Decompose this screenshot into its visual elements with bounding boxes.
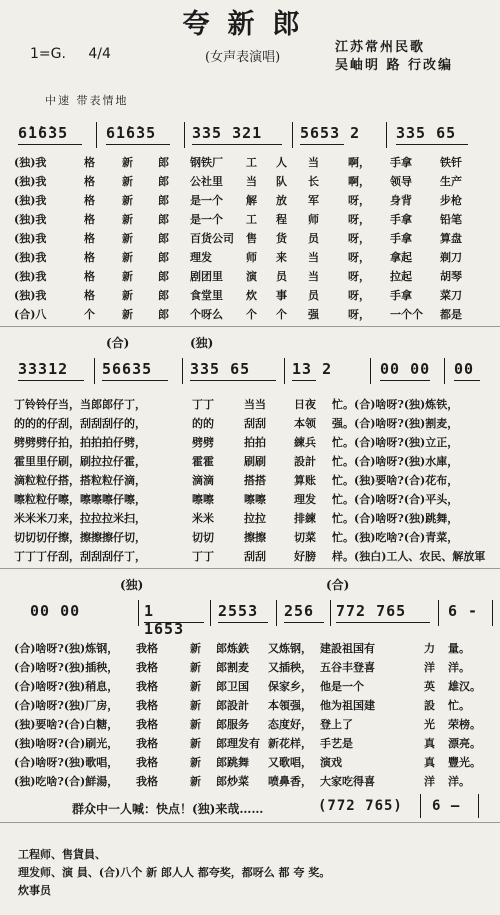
staff3-measure: 1 1653 xyxy=(144,602,204,638)
lyric-word: (独)我 xyxy=(14,156,47,169)
time-signature: 4/4 xyxy=(88,46,111,62)
lyric-word: 豐光。 xyxy=(448,756,481,769)
lyric-word: 员 xyxy=(276,270,287,283)
lyric-word: 擦擦 xyxy=(244,531,266,544)
lyric-word: 我格 xyxy=(136,680,158,693)
lyric-word: 演 xyxy=(246,270,257,283)
lyric-word: 忙。(合)啥呀?(合)平头， xyxy=(332,493,459,506)
lyric-line xyxy=(14,510,498,528)
lyric-word: 呀， xyxy=(348,289,370,302)
lyric-word: 切菜 xyxy=(294,531,316,544)
lyric-line xyxy=(14,640,498,658)
lyric-word: 荣榜。 xyxy=(448,718,481,731)
barline xyxy=(184,122,185,148)
barline xyxy=(370,358,371,384)
lyric-word: (独)我 xyxy=(14,232,47,245)
verse-block-1 xyxy=(14,154,498,324)
lyric-word: 真 xyxy=(424,737,435,750)
lyric-word: 格 xyxy=(84,270,95,283)
lyric-word: 剧团里 xyxy=(190,270,223,283)
lyric-word: 他为祖国建 xyxy=(320,699,375,712)
lyric-word: 郎 xyxy=(158,175,169,188)
lyric-word: (独)我 xyxy=(14,289,47,302)
part-label-chorus: (合) xyxy=(106,336,130,350)
lyric-word: (独)啥呀?(合)刷光， xyxy=(14,737,119,750)
lyric-word: 設 xyxy=(424,699,435,712)
lyric-word: 手拿 xyxy=(390,289,412,302)
lyric-word: 我格 xyxy=(136,718,158,731)
lyric-word: 保家乡， xyxy=(268,680,312,693)
lyric-word: (合)啥呀?(独)歌唱， xyxy=(14,756,119,769)
lyric-line xyxy=(14,773,498,791)
barline xyxy=(96,122,97,148)
lyric-line xyxy=(14,230,498,248)
lyric-word: 本領强， xyxy=(268,699,312,712)
lyric-line xyxy=(14,735,498,753)
lyric-word: 郎割麦 xyxy=(216,661,249,674)
lyric-line xyxy=(14,173,498,191)
key-label: 1=G. xyxy=(30,46,66,62)
lyric-word: 郎設計 xyxy=(216,699,249,712)
lyric-word: 强 xyxy=(308,308,319,321)
lyric-word: 啊， xyxy=(348,156,370,169)
lyric-word: 来 xyxy=(276,251,287,264)
lyric-word: (独)吃啥?(合)鮮湯， xyxy=(14,775,119,788)
staff1-measure: 335 65 xyxy=(396,124,486,142)
lyric-word: 光 xyxy=(424,718,435,731)
part-label-chorus: (合) xyxy=(326,578,350,592)
lyric-word: 忙。(独)吃啥?(合)青菜， xyxy=(332,531,459,544)
barline xyxy=(444,358,445,384)
lyric-word: 登上了 xyxy=(320,718,353,731)
lyric-word: 日夜 xyxy=(294,398,316,411)
lyric-word: 郎 xyxy=(158,289,169,302)
lyric-word: 量。 xyxy=(448,642,470,655)
lyric-word: 嚓粒粒仔嚓，嚓嚓嚓仔嚓， xyxy=(14,493,146,506)
voice-note: (女声表演唱) xyxy=(205,50,281,65)
divider xyxy=(0,822,500,823)
lyric-word: 程 xyxy=(276,213,287,226)
lyric-word: 新 xyxy=(190,718,201,731)
lyric-word: 钢铁厂 xyxy=(190,156,223,169)
barline xyxy=(276,600,277,626)
key-signature xyxy=(30,46,111,62)
lyric-word: 个 xyxy=(276,308,287,321)
staff2-measure: 335 65 xyxy=(190,360,276,378)
lyric-word: 人 xyxy=(276,156,287,169)
lyric-word: 我格 xyxy=(136,642,158,655)
lyric-word: 剃刀 xyxy=(440,251,462,264)
lyric-word: 队 xyxy=(276,175,287,188)
lyric-word: 呀， xyxy=(348,232,370,245)
staff1-measure: 6̇1̇6̇35 xyxy=(18,124,82,142)
lyric-word: 郎 xyxy=(158,194,169,207)
staff3-measure: 6 - xyxy=(448,602,479,620)
lyric-word: 拿起 xyxy=(390,251,412,264)
lyric-word: 劈劈劈仔拍，拍拍拍仔劈， xyxy=(14,436,146,449)
lyric-line xyxy=(14,472,498,490)
lyric-word: 当 xyxy=(308,156,319,169)
lyric-word: 搭搭 xyxy=(244,474,266,487)
lyric-word: 货 xyxy=(276,232,287,245)
lyric-word: 排練 xyxy=(294,512,316,525)
lyric-word: 新花样， xyxy=(268,737,312,750)
lyric-word: 力 xyxy=(424,642,435,655)
lyric-word: 他是一个 xyxy=(320,680,364,693)
lyric-word: 手艺是 xyxy=(320,737,353,750)
lyric-line xyxy=(14,249,498,267)
lyric-word: 漂亮。 xyxy=(448,737,481,750)
crowd-shout: 群众中一人喊：快点！(独)来哉…… xyxy=(72,802,264,816)
lyric-word: 个 xyxy=(84,308,95,321)
lyric-word: 郎 xyxy=(158,308,169,321)
divider xyxy=(0,326,500,327)
staff-3 xyxy=(14,576,498,638)
lyric-word: 步枪 xyxy=(440,194,462,207)
lyric-word: 新 xyxy=(190,661,201,674)
lyric-line xyxy=(14,306,498,324)
lyric-word: (合)啥呀?(独)插秧， xyxy=(14,661,119,674)
lyric-word: 米米 xyxy=(192,512,214,525)
lyric-word: 格 xyxy=(84,232,95,245)
lyric-word: 是一个 xyxy=(190,213,223,226)
lyric-word: 胡琴 xyxy=(440,270,462,283)
barline xyxy=(478,794,479,818)
final-line-2: 理发师、演 員、(合)八个 新 郎人人 都夸奖，都呀么 都 夸 奖。 xyxy=(18,866,331,879)
lyric-line xyxy=(14,154,498,172)
lyric-word: 新 xyxy=(122,213,133,226)
lyric-word: 新 xyxy=(190,775,201,788)
barline xyxy=(420,794,421,818)
lyric-word: 格 xyxy=(84,213,95,226)
lyric-word: 忙。(合)啥呀?(独)炼铁， xyxy=(332,398,459,411)
lyric-word: 的的的仔刮，刮刮刮仔的， xyxy=(14,417,146,430)
lyric-word: 滴滴 xyxy=(192,474,214,487)
lyric-word: 洋 xyxy=(424,661,435,674)
tempo-marking: 中速 带表情地 xyxy=(45,94,129,107)
lyric-word: 郎理发有 xyxy=(216,737,260,750)
lyric-word: 啊， xyxy=(348,175,370,188)
lyric-word: 手拿 xyxy=(390,213,412,226)
lyric-word: 好膀 xyxy=(294,550,316,563)
lyric-word: 拉拉 xyxy=(244,512,266,525)
lyric-word: 郎 xyxy=(158,251,169,264)
lyric-word: 切切 xyxy=(192,531,214,544)
verse-block-2 xyxy=(14,396,498,566)
lyric-word: 格 xyxy=(84,251,95,264)
staff2-measure: 56635 xyxy=(102,360,168,378)
lyric-word: 丁铃铃仔当，当郎郎仔丁， xyxy=(14,398,146,411)
lyric-word: 刮刮 xyxy=(244,417,266,430)
lyric-word: 練兵 xyxy=(294,436,316,449)
lyric-word: 理发 xyxy=(294,493,316,506)
lyric-word: 呀， xyxy=(348,251,370,264)
lyric-word: 劈劈 xyxy=(192,436,214,449)
verse-block-3 xyxy=(14,640,498,790)
lyric-word: 我格 xyxy=(136,737,158,750)
lyric-word: (合)啥呀?(独)稍息， xyxy=(14,680,119,693)
staff3-measure: 00 00 xyxy=(30,602,81,620)
lyric-word: 滴粒粒仔搭，搭粒粒仔滴， xyxy=(14,474,146,487)
lyric-line xyxy=(14,453,498,471)
lyric-word: 新 xyxy=(122,232,133,245)
staff3-measure: 2553 xyxy=(218,602,268,620)
lyric-word: 我格 xyxy=(136,756,158,769)
lyric-word: 建設祖国有 xyxy=(320,642,375,655)
lyric-word: 我格 xyxy=(136,775,158,788)
lyric-line xyxy=(14,678,498,696)
lyric-word: 百货公司 xyxy=(190,232,234,245)
lyric-word: 郎炒菜 xyxy=(216,775,249,788)
barline xyxy=(182,358,183,384)
staff2-measure: 00 00 xyxy=(380,360,440,378)
lyric-word: 洋 xyxy=(424,775,435,788)
lyric-word: 新 xyxy=(122,175,133,188)
lyric-word: 新 xyxy=(122,194,133,207)
lyric-line xyxy=(14,548,498,566)
lyric-line xyxy=(14,491,498,509)
lyric-line xyxy=(14,268,498,286)
lyric-word: 五谷丰登喜 xyxy=(320,661,375,674)
lyric-word: 军 xyxy=(308,194,319,207)
lyric-word: 售 xyxy=(246,232,257,245)
lyric-word: 新 xyxy=(190,756,201,769)
lyric-word: 郎卫国 xyxy=(216,680,249,693)
staff-1 xyxy=(14,122,498,152)
lyric-word: 拉起 xyxy=(390,270,412,283)
lyric-line xyxy=(14,192,498,210)
lyric-word: 铁钎 xyxy=(440,156,462,169)
lyric-word: 真 xyxy=(424,756,435,769)
lyric-word: 新 xyxy=(122,251,133,264)
lyric-word: 郎跳舞 xyxy=(216,756,249,769)
staff1-measure: 6̇1̇6̇35 xyxy=(106,124,170,142)
lyric-word: 长 xyxy=(308,175,319,188)
barline xyxy=(330,600,331,626)
lyric-word: 呀， xyxy=(348,308,370,321)
lyric-word: 忙。(独)要啥?(合)花布， xyxy=(332,474,459,487)
lyric-word: 郎炼鉄 xyxy=(216,642,249,655)
lyric-word: 設計 xyxy=(294,455,316,468)
lyric-word: 新 xyxy=(122,289,133,302)
lyric-word: 霍霍 xyxy=(192,455,214,468)
staff2-measure: 33312 xyxy=(18,360,84,378)
lyric-word: (独)我 xyxy=(14,270,47,283)
staff1-measure: 335 321 xyxy=(192,124,284,142)
lyric-word: 态度好， xyxy=(268,718,312,731)
lyric-word: 当 xyxy=(246,175,257,188)
lyric-word: 郎 xyxy=(158,156,169,169)
lyric-word: 忙。 xyxy=(448,699,470,712)
lyric-word: 个 xyxy=(246,308,257,321)
lyric-word: 当 xyxy=(308,270,319,283)
lyric-line xyxy=(14,287,498,305)
lyric-word: 呀， xyxy=(348,270,370,283)
lyric-word: 当当 xyxy=(244,398,266,411)
lyric-word: 洋。 xyxy=(448,661,470,674)
lyric-word: 呀， xyxy=(348,213,370,226)
lyric-word: 格 xyxy=(84,289,95,302)
credit-arranger: 吴岫明 路 行改编 xyxy=(335,58,454,73)
lyric-word: (合)啥呀?(独)炼钢， xyxy=(14,642,119,655)
lyric-word: 嚓嚓 xyxy=(192,493,214,506)
lyric-word: 是一个 xyxy=(190,194,223,207)
credit-origin: 江苏常州民歌 xyxy=(335,40,426,55)
lyric-line xyxy=(14,415,498,433)
lyric-word: 郎服务 xyxy=(216,718,249,731)
lyric-word: 嚓嚓 xyxy=(244,493,266,506)
barline xyxy=(438,600,439,626)
lyric-word: 事 xyxy=(276,289,287,302)
lyric-word: 新 xyxy=(190,737,201,750)
lyric-word: 忙。(合)啥呀?(独)跳舞， xyxy=(332,512,459,525)
lyric-word: 拍拍 xyxy=(244,436,266,449)
lyric-word: 切切切仔擦，擦擦擦仔切， xyxy=(14,531,146,544)
lyric-line xyxy=(14,754,498,772)
staff3-measure: 256 xyxy=(284,602,324,620)
lyric-word: 呀， xyxy=(348,194,370,207)
lyric-word: 理发 xyxy=(190,251,212,264)
lyric-word: (独)要啥?(合)白糖， xyxy=(14,718,119,731)
lyric-word: 丁丁 xyxy=(192,550,214,563)
lyric-line xyxy=(14,697,498,715)
lyric-word: 员 xyxy=(308,289,319,302)
lyric-word: 铅笔 xyxy=(440,213,462,226)
lyric-word: 郎 xyxy=(158,213,169,226)
lyric-word: 米米米刀来，拉拉拉米扫， xyxy=(14,512,146,525)
lyric-word: 解 xyxy=(246,194,257,207)
lyric-word: 刮刮 xyxy=(244,550,266,563)
lyric-line xyxy=(14,396,498,414)
part-label-solo: (独) xyxy=(190,336,214,350)
lyric-word: (独)我 xyxy=(14,194,47,207)
lyric-word: 新 xyxy=(190,642,201,655)
lyric-line xyxy=(14,529,498,547)
lyric-word: 本领 xyxy=(294,417,316,430)
lyric-word: 我格 xyxy=(136,661,158,674)
lyric-word: (独)我 xyxy=(14,175,47,188)
lyric-word: 强。(合)啥呀?(独)割麦， xyxy=(332,417,459,430)
lyric-word: 格 xyxy=(84,194,95,207)
lyric-word: 领导 xyxy=(390,175,412,188)
barline xyxy=(492,600,493,626)
lyric-word: 师 xyxy=(246,251,257,264)
lyric-word: 郎 xyxy=(158,270,169,283)
lyric-word: 洋。 xyxy=(448,775,470,788)
staff2-measure: 13 2 xyxy=(292,360,358,378)
lyric-word: 身背 xyxy=(390,194,412,207)
lyric-word: 样。(独白)工人、农民、解放軍 xyxy=(332,550,486,563)
lyric-word: 大家吃得喜 xyxy=(320,775,375,788)
lyric-word: 手拿 xyxy=(390,232,412,245)
lyric-line xyxy=(14,434,498,452)
lyric-word: 新 xyxy=(190,680,201,693)
divider xyxy=(0,568,500,569)
staff-2 xyxy=(14,334,498,394)
lyric-word: 格 xyxy=(84,175,95,188)
lyric-line xyxy=(14,211,498,229)
barline xyxy=(284,358,285,384)
lyric-word: 新 xyxy=(122,308,133,321)
lyric-word: 师 xyxy=(308,213,319,226)
final-line-3: 炊事员 xyxy=(18,884,51,897)
lyric-word: 忙。(合)啥呀?(独)立正， xyxy=(332,436,459,449)
staff2-measure: 00 xyxy=(454,360,490,378)
lyric-word: 郎 xyxy=(158,232,169,245)
lyric-word: 手拿 xyxy=(390,156,412,169)
lyric-word: 新 xyxy=(190,699,201,712)
crowd-notes: (772 765) xyxy=(318,798,403,814)
lyric-word: 都是 xyxy=(440,308,462,321)
lyric-word: 员 xyxy=(308,232,319,245)
barline xyxy=(210,600,211,626)
staff1-measure: 5653 2 xyxy=(300,124,376,142)
lyric-word: 炊 xyxy=(246,289,257,302)
lyric-word: 我格 xyxy=(136,699,158,712)
lyric-word: 丁丁 xyxy=(192,398,214,411)
lyric-word: 雄汉。 xyxy=(448,680,481,693)
lyric-word: 食堂里 xyxy=(190,289,223,302)
crowd-end: 6 — xyxy=(432,798,461,814)
lyric-word: 一个个 xyxy=(390,308,423,321)
lyric-word: 个呀么 xyxy=(190,308,223,321)
barline xyxy=(292,122,293,148)
lyric-word: (独)我 xyxy=(14,213,47,226)
lyric-word: 当 xyxy=(308,251,319,264)
lyric-word: 工 xyxy=(246,213,257,226)
lyric-word: 的的 xyxy=(192,417,214,430)
lyric-word: (独)我 xyxy=(14,251,47,264)
staff3-measure: 772 765 xyxy=(336,602,430,620)
barline xyxy=(386,122,387,148)
lyric-word: 演戏 xyxy=(320,756,342,769)
lyric-word: (合)八 xyxy=(14,308,47,321)
lyric-word: 工 xyxy=(246,156,257,169)
lyric-word: 算盘 xyxy=(440,232,462,245)
song-title: 夸新郎 xyxy=(182,9,318,40)
lyric-word: 生产 xyxy=(440,175,462,188)
final-line-1: 工程师、售貨員、 xyxy=(18,848,106,861)
lyric-word: 又歌唱， xyxy=(268,756,312,769)
lyric-word: 丁丁丁仔刮，刮刮刮仔丁， xyxy=(14,550,146,563)
lyric-word: (合)啥呀?(独)厂房， xyxy=(14,699,119,712)
lyric-word: 新 xyxy=(122,156,133,169)
lyric-line xyxy=(14,659,498,677)
part-label-solo: (独) xyxy=(120,578,144,592)
lyric-word: 新 xyxy=(122,270,133,283)
lyric-word: 算账 xyxy=(294,474,316,487)
lyric-word: 喷鼻香， xyxy=(268,775,312,788)
lyric-word: 英 xyxy=(424,680,435,693)
lyric-word: 格 xyxy=(84,156,95,169)
lyric-word: 菜刀 xyxy=(440,289,462,302)
lyric-word: 刷刷 xyxy=(244,455,266,468)
lyric-word: 公社里 xyxy=(190,175,223,188)
lyric-word: 忙。(合)啥呀?(独)水庫， xyxy=(332,455,459,468)
lyric-word: 放 xyxy=(276,194,287,207)
barline xyxy=(94,358,95,384)
lyric-word: 又插秧， xyxy=(268,661,312,674)
barline xyxy=(138,600,139,626)
lyric-word: 霍里里仔刷，刷拉拉仔霍， xyxy=(14,455,146,468)
lyric-line xyxy=(14,716,498,734)
lyric-word: 又炼钢， xyxy=(268,642,312,655)
